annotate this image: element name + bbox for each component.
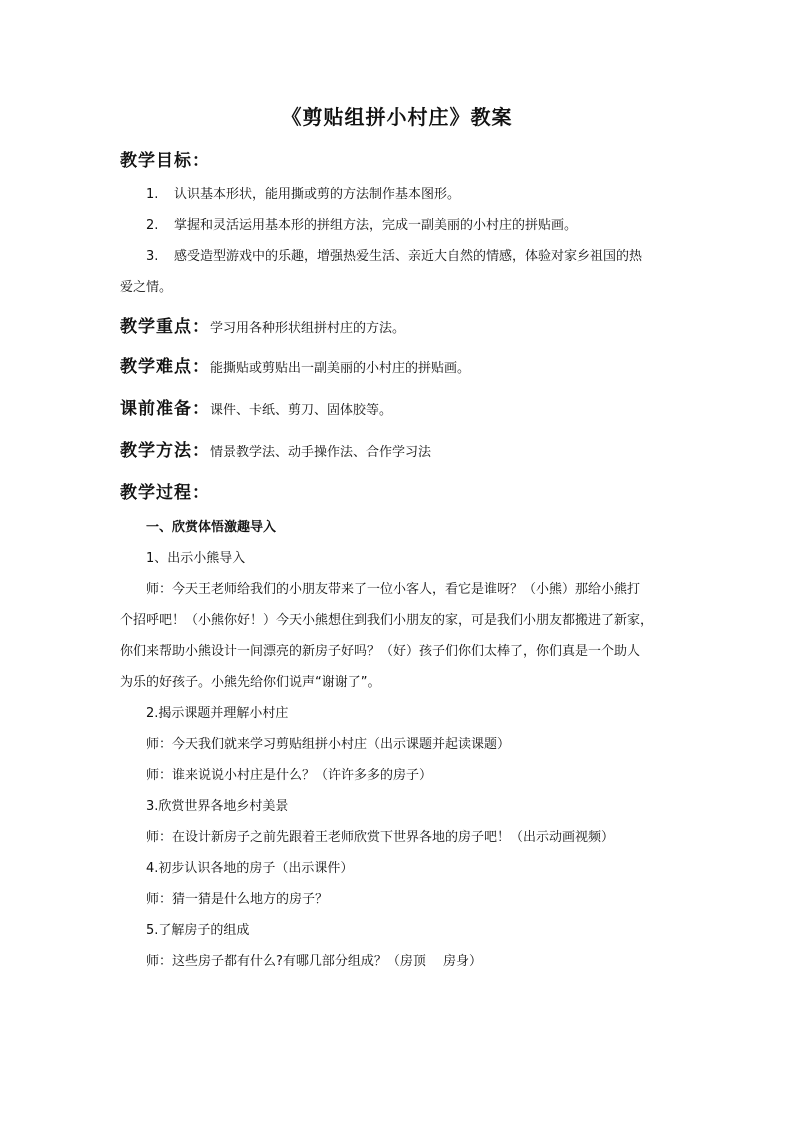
- key-point-heading: [120, 316, 405, 340]
- difficulty-value: 能撕贴或剪贴出一副美丽的小村庄的拼贴画。: [210, 361, 471, 376]
- process-line: 4.初步认识各地的房子（出示课件）: [146, 861, 354, 876]
- objectives-label: 教学目标：: [120, 151, 210, 171]
- process-line: 个招呼吧！（小熊你好！）今天小熊想住到我们小朋友的家，可是我们小朋友都搬进了新家，: [120, 613, 654, 628]
- process-line: 师：猜一猜是什么地方的房子？: [146, 892, 329, 907]
- process-line: 3.欣赏世界各地乡村美景: [146, 799, 289, 814]
- process-line: 师：今天我们就来学习剪贴组拼小村庄（出示课题并起读课题）: [146, 737, 511, 752]
- objective-item-3-continued: 爱之情。: [120, 280, 173, 295]
- preparation-heading: [120, 398, 392, 422]
- process-line: 师：今天王老师给我们的小朋友带来了一位小客人，看它是谁呀？（小熊）那给小熊打: [146, 582, 641, 597]
- method-value: 情景教学法、动手操作法、合作学习法: [210, 445, 432, 460]
- objective-text-2: 掌握和灵活运用基本形的拼组方法，完成一副美丽的小村庄的拼贴画。: [174, 218, 578, 233]
- process-line: 5.了解房子的组成: [146, 923, 250, 938]
- process-label: 教学过程：: [120, 483, 210, 503]
- objective-text-1: 认识基本形状，能用撕或剪的方法制作基本图形。: [174, 187, 461, 202]
- objective-text-3: 感受造型游戏中的乐趣，增强热爱生活、亲近大自然的情感，体验对家乡祖国的热: [174, 249, 643, 264]
- objectives-heading: [120, 150, 210, 172]
- preparation-value: 课件、卡纸、剪刀、固体胶等。: [210, 403, 393, 418]
- process-line: 师：谁来说说小村庄是什么？（许许多多的房子）: [146, 768, 433, 783]
- key-point-label: 教学重点：: [120, 317, 210, 337]
- process-heading: [120, 482, 210, 504]
- objective-item-2: [146, 217, 577, 235]
- objective-item-3: [146, 248, 642, 266]
- process-line: 为乐的好孩子。小熊先给你们说声“谢谢了”。: [120, 675, 381, 690]
- objective-num-3: 3.: [146, 249, 159, 264]
- process-line: 你们来帮助小熊设计一间漂亮的新房子好吗？（好）孩子们你们太棒了，你们真是一个助人: [120, 644, 641, 659]
- objective-num-1: 1.: [146, 187, 159, 202]
- objective-num-2: 2.: [146, 218, 159, 233]
- difficulty-heading: [120, 356, 470, 380]
- preparation-label: 课前准备：: [120, 399, 210, 419]
- objective-item-1: [146, 186, 460, 204]
- process-line: 2.揭示课题并理解小村庄: [146, 706, 289, 721]
- process-section-1-title: 一、欣赏体悟激趣导入: [146, 520, 277, 535]
- method-heading: [120, 440, 431, 464]
- process-line: 1、出示小熊导入: [146, 551, 246, 566]
- process-line: 师：这些房子都有什么?有哪几部分组成？（房顶 房身）: [146, 954, 483, 969]
- method-label: 教学方法：: [120, 441, 210, 461]
- difficulty-label: 教学难点：: [120, 357, 210, 377]
- process-line: 师：在设计新房子之前先跟着王老师欣赏下世界各地的房子吧！（出示动画视频）: [146, 830, 615, 845]
- key-point-value: 学习用各种形状组拼村庄的方法。: [210, 321, 406, 336]
- document-title: 《剪贴组拼小村庄》教案: [281, 105, 513, 129]
